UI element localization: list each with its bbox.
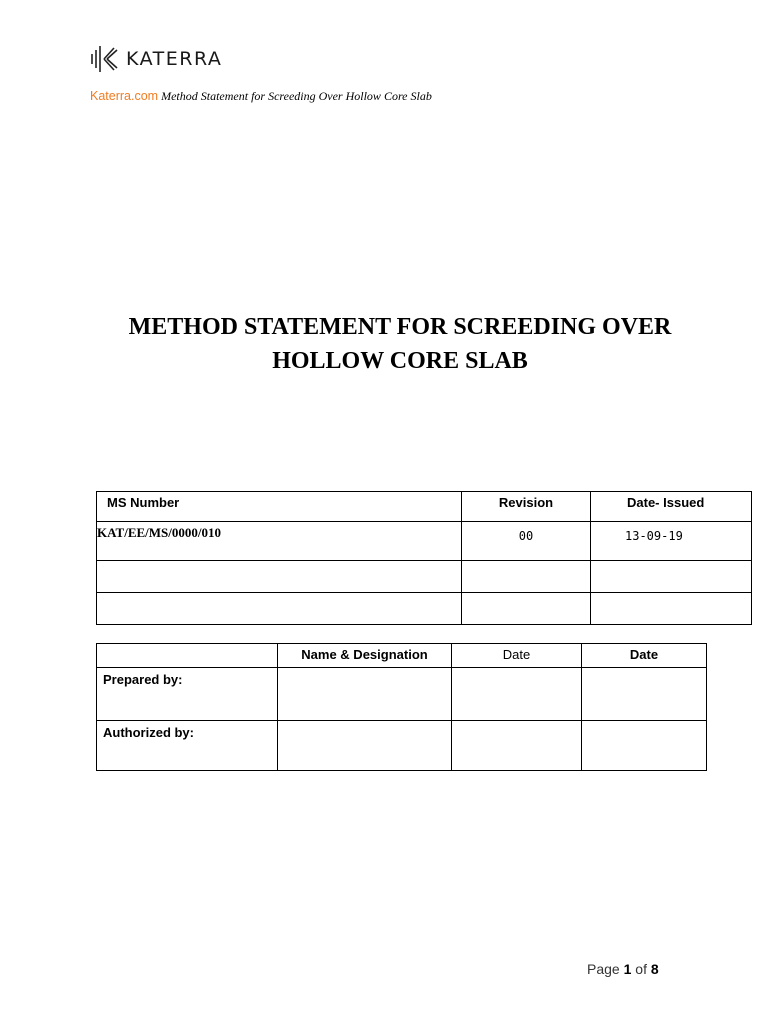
header-name-designation: Name & Designation xyxy=(278,644,452,668)
table-cell xyxy=(97,593,462,625)
table-cell xyxy=(582,721,707,771)
site-link[interactable]: Katerra.com xyxy=(90,89,159,103)
table-header-row xyxy=(97,492,752,522)
table-cell xyxy=(452,721,582,771)
header-blank xyxy=(97,644,278,668)
table-cell xyxy=(97,561,462,593)
logo-text: KATERRA xyxy=(126,48,223,70)
katerra-logo xyxy=(90,42,222,76)
header-ms-number: MS Number xyxy=(97,492,462,522)
document-title xyxy=(0,310,768,378)
header-revision: Revision xyxy=(462,492,591,522)
table-cell xyxy=(462,561,591,593)
table-row xyxy=(97,668,707,721)
revision-value: 00 xyxy=(462,522,591,561)
page-number xyxy=(587,961,659,977)
ms-number-value: KAT/EE/MS/0000/010 xyxy=(97,522,462,561)
total-pages: 8 xyxy=(650,961,659,977)
table-cell xyxy=(591,593,752,625)
table-row xyxy=(97,561,752,593)
date-issued-value: 13-09-19 xyxy=(591,522,752,561)
table-cell xyxy=(278,668,452,721)
header-title: Method Statement for Screeding Over Hollow Core Slab xyxy=(158,89,432,103)
prepared-by-label: Prepared by: xyxy=(97,668,278,721)
of-word: of xyxy=(635,961,647,977)
running-header xyxy=(90,89,432,104)
title-line-2: HOLLOW CORE SLAB xyxy=(272,348,528,374)
signoff-table xyxy=(96,643,707,771)
header-date: Date xyxy=(452,644,582,668)
table-cell xyxy=(591,561,752,593)
table-cell xyxy=(452,668,582,721)
header-date-2: Date xyxy=(582,644,707,668)
katerra-logo-icon xyxy=(90,44,120,74)
current-page: 1 xyxy=(623,961,632,977)
ms-number-table xyxy=(96,491,752,625)
table-cell xyxy=(582,668,707,721)
table-cell xyxy=(278,721,452,771)
page-word: Page xyxy=(587,961,620,977)
table-row xyxy=(97,593,752,625)
header-date-issued: Date- Issued xyxy=(591,492,752,522)
table-row xyxy=(97,522,752,561)
title-line-1: METHOD STATEMENT FOR SCREEDING OVER xyxy=(128,314,672,340)
table-header-row xyxy=(97,644,707,668)
table-row xyxy=(97,721,707,771)
table-cell xyxy=(462,593,591,625)
authorized-by-label: Authorized by: xyxy=(97,721,278,771)
